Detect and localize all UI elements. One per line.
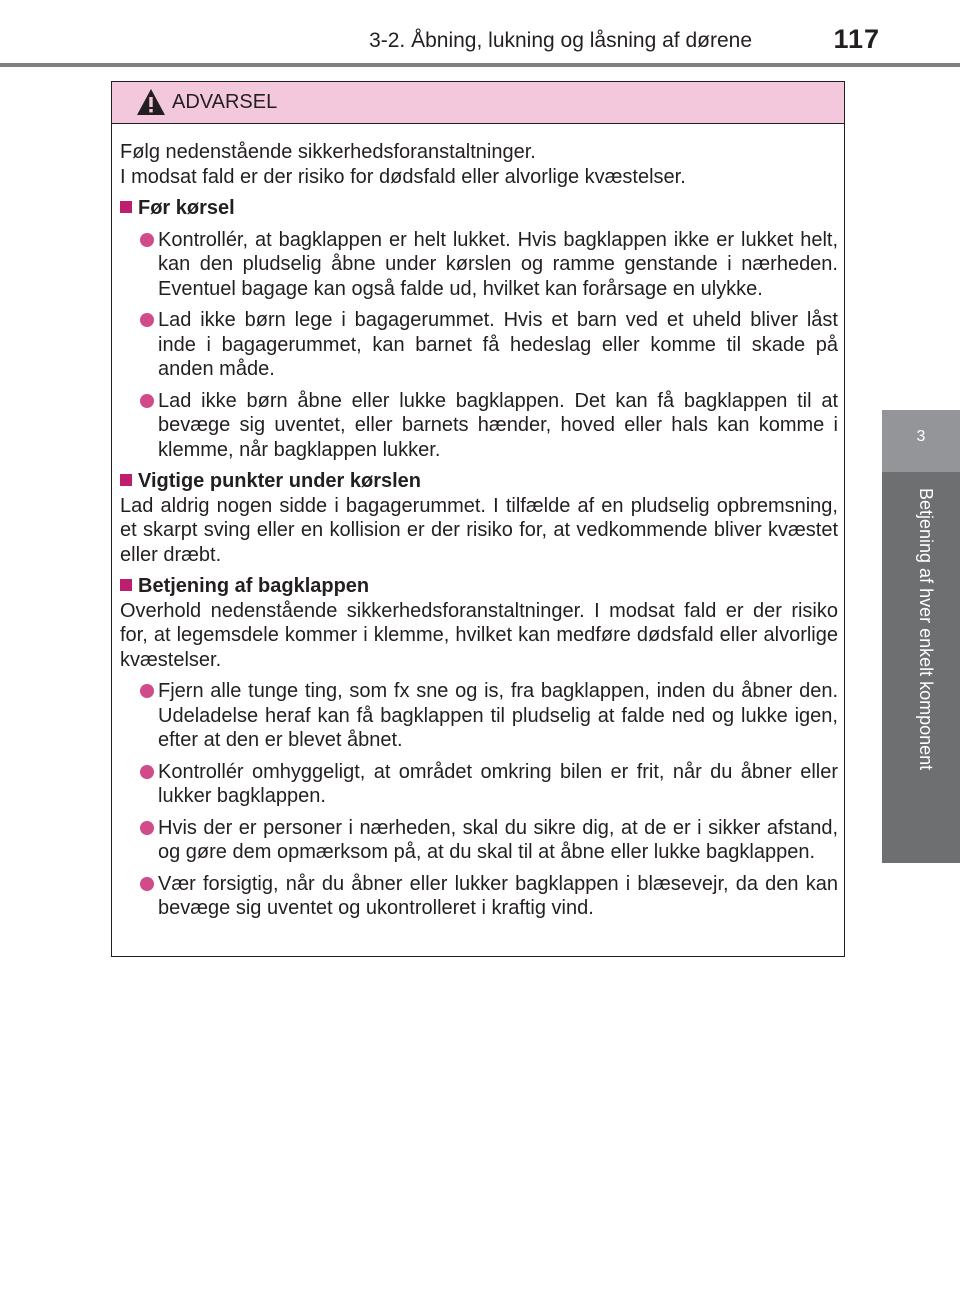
intro-text: Følg nedenstående sikkerhedsforanstaltninger. — [120, 141, 536, 163]
warning-body — [120, 140, 838, 921]
chapter-label: Betjening af hver enkelt komponent — [916, 488, 936, 771]
section-text: Lad aldrig nogen sidde i bagagerummet. I tilfælde af en pludselig opbremsning, et skarpt sving eller en kollision er der risiko for, at vedkommende bliver kvæstet eller dræbt. — [120, 494, 838, 566]
section-heading-text: Vigtige punkter under kørslen — [138, 470, 422, 492]
circle-bullet-icon — [140, 394, 154, 408]
list-item — [140, 228, 838, 302]
section-heading — [120, 196, 838, 221]
section-text: Overhold nedenstående sikkerhedsforanstaltninger. I modsat fald er der risiko for, at legemsdele kommer i klemme, hvilket kan medføre dødsfald eller alvorlige kvæstelser. — [120, 599, 838, 671]
warning-header — [112, 82, 844, 124]
page-number: 117 — [833, 24, 880, 54]
list-item-text: Kontrollér, at bagklappen er helt lukket. Hvis bagklappen ikke er lukket helt, kan den pludselig åbne under kørslen og ramme genstande i nærheden. Eventuel bagage kan også falde ud, hvilket kan forårsage en ulykke. — [158, 228, 838, 300]
chapter-side-tab — [882, 410, 960, 863]
warning-label: ADVARSEL — [172, 91, 278, 113]
circle-bullet-icon — [140, 821, 154, 835]
warning-box — [111, 81, 845, 957]
square-bullet-icon — [120, 474, 132, 486]
chapter-number-block — [882, 410, 960, 472]
chapter-number: 3 — [916, 428, 926, 445]
list-item-text: Vær forsigtig, når du åbner eller lukker bagklappen i blæsevejr, da den kan bevæge sig uventet og ukontrolleret i kraftig vind. — [158, 872, 838, 919]
circle-bullet-icon — [140, 233, 154, 247]
section-heading-text: Betjening af bagklappen — [138, 575, 370, 597]
list-item-text: Fjern alle tunge ting, som fx sne og is, fra bagklappen, inden du åbner den. Udeladelse heraf kan få bagklappen til pludselig at falde ned og lukke igen, efter at den er blevet åbnet. — [158, 680, 838, 751]
list-item — [140, 308, 838, 382]
circle-bullet-icon — [140, 313, 154, 327]
list-item — [140, 389, 838, 463]
list-item — [140, 760, 838, 809]
circle-bullet-icon — [140, 765, 154, 779]
square-bullet-icon — [120, 579, 132, 591]
warning-triangle-icon — [136, 88, 166, 116]
list-item-text: Lad ikke børn åbne eller lukke bagklappen. Det kan få bagklappen til at bevæge sig uventet, eller barnets hænder, hoved eller hals kan komme i klemme, når bagklappen lukker. — [158, 389, 838, 461]
square-bullet-icon — [120, 201, 132, 213]
list-item — [140, 816, 838, 865]
circle-bullet-icon — [140, 877, 154, 891]
list-item — [140, 872, 838, 921]
list-item — [140, 679, 838, 753]
circle-bullet-icon — [140, 684, 154, 698]
list-item-text: Hvis der er personer i nærheden, skal du sikre dig, at de er i sikker afstand, og gøre dem opmærksom på, at du skal til at åbne eller lukke bagklappen. — [158, 816, 838, 863]
section-heading-text: Før kørsel — [138, 197, 235, 219]
header-rule — [0, 63, 960, 67]
section-heading — [120, 469, 838, 494]
section-heading — [120, 574, 838, 599]
list-item-text: Kontrollér omhyggeligt, at området omkring bilen er frit, når du åbner eller lukker bagklappen. — [158, 760, 838, 807]
list-item-text: Lad ikke børn lege i bagagerummet. Hvis et barn ved et uheld bliver låst inde i bagagerummet, kan barnet få hedeslag eller komme til skade på anden måde. — [158, 309, 838, 380]
intro-text: I modsat fald er der risiko for dødsfald eller alvorlige kvæstelser. — [120, 165, 686, 188]
section-title: 3-2. Åbning, lukning og låsning af dørene — [369, 29, 752, 52]
